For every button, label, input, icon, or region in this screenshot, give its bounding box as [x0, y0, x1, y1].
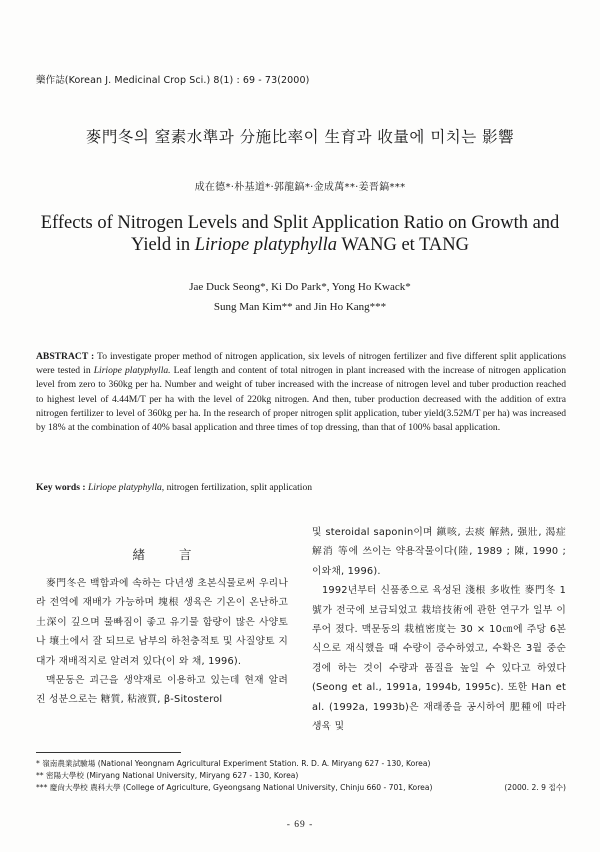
paragraph: 맥문동은 괴근을 생약재로 이용하고 있는데 현재 알려진 성분으로는 糖質, 粘液質, β-Sitosterol [36, 675, 288, 706]
title-species: Liriope platyphylla [194, 235, 338, 255]
english-title-line1: Effects of Nitrogen Levels and Split Application Ratio on Growth and [40, 213, 560, 233]
english-title [30, 212, 570, 256]
page-number: - 69 - [286, 820, 314, 830]
english-authors-line2: Sung Man Kim** and Jin Ho Kang*** [213, 301, 387, 313]
korean-title: 麥門冬의 窒素水準과 分施比率이 生育과 收量에 미치는 影響 [85, 128, 515, 146]
keywords [36, 482, 566, 493]
english-title-line2 [30, 234, 570, 256]
paragraph: 麥門冬은 백합과에 속하는 다년생 초본식물로써 우리나라 전역에 재배가 가능하며 塊根 생육은 기온이 온난하고 土深이 깊으며 물빠짐이 좋고 유기물 함량이 많은 사양토나 壤土에서 잘 되므로 남부의 하천충적토 및 사질양토 지대가 재배적지로 알려져 있다(이 와 채, 1996). [36, 578, 288, 667]
footnote-affiliation-3: *** 慶尙大學校 農科大學 (College of Agriculture, Gyeongsang National University, Chinju 660 - 701, Korea) [36, 783, 433, 792]
korean-authors: 成在德*·朴基道*·郭龍鎬*·金成萬**·姜晋鎬*** [194, 182, 406, 193]
left-column [36, 574, 288, 710]
abstract-label: ABSTRACT : [36, 351, 95, 362]
english-authors-line1: Jae Duck Seong*, Ki Do Park*, Yong Ho Kwack* [189, 281, 411, 293]
section-heading-introduction: 緖言 [132, 547, 226, 562]
paragraph: 1992년부터 신품종으로 육성된 淺根 多收性 麥門冬 1號가 전국에 보급되었고 栽培技術에 관한 연구가 일부 이루어 졌다. 맥문동의 栽植密度는 30 × 10㎝에 주당 6본식으로 재식했을 때 수량이 증수하였고, 수확은 3월 중순경에 하는 것이 수량과 품질을 높일 수 있다고 하였다(Seong et al., 1991a, 1994b, 1995c). 또한 Han et al. (1992a, 1993b)은 재래종을 공시하여 肥種에 따라 생육 및 [312, 585, 566, 733]
keywords-label: Key words : [36, 482, 86, 493]
footnote-divider [36, 752, 181, 753]
footnote-affiliation-2: ** 密陽大學校 (Miryang National University, Miryang 627 - 130, Korea) [36, 771, 299, 780]
right-column [312, 523, 566, 736]
abstract-text-2: Leaf length and content of total nitrogen in plant increased with the increase of nitrogen application level from zero to 360kg per ha. Number and weight of tuber increased with the increase of nitrogen level and tuber production reached to highest level of 4.44M/T per ha with the level of 220kg nitrogen. And then, tuber production decreased with the addition of extra nitrogen fertilizer to level of 360kg per ha. In the research of proper nitrogen split application, tuber yield(3.52M/T per ha) was increased by 18% at the combination of 40% basal application and three times of top dressing, than that of 100% basal application. [36, 365, 566, 434]
abstract-text-1: To investigate proper method of nitrogen application, six levels of nitrogen fertilizer and five different split applications were tested in [36, 351, 566, 377]
title-prefix: Yield in [130, 235, 195, 255]
keywords-species: Liriope platyphylla, [87, 482, 165, 493]
received-date: (2000. 2. 9 접수) [504, 783, 566, 792]
footnote-affiliation-1: * 嶺南農業試驗場 (National Yeongnam Agricultural Experiment Station. R. D. A. Miryang 627 - 130, Korea) [36, 759, 431, 768]
english-authors [0, 277, 600, 317]
keywords-rest: nitrogen fertilization, split application [164, 482, 313, 493]
abstract-species: Liriope platyphylla. [93, 365, 171, 377]
journal-citation: 藥作誌(Korean J. Medicinal Crop Sci.) 8(1) : 69 - 73(2000) [36, 75, 310, 86]
paragraph: 및 steroidal saponin이며 鎭咳, 去痰 解熱, 强壯, 渴症 解消 等에 쓰이는 약용작물이다(陸, 1989 ; 陳, 1990 ; 이와채, 1996). [312, 527, 566, 577]
abstract [36, 350, 566, 435]
footnotes [36, 758, 566, 794]
title-suffix: WANG et TANG [337, 235, 470, 255]
